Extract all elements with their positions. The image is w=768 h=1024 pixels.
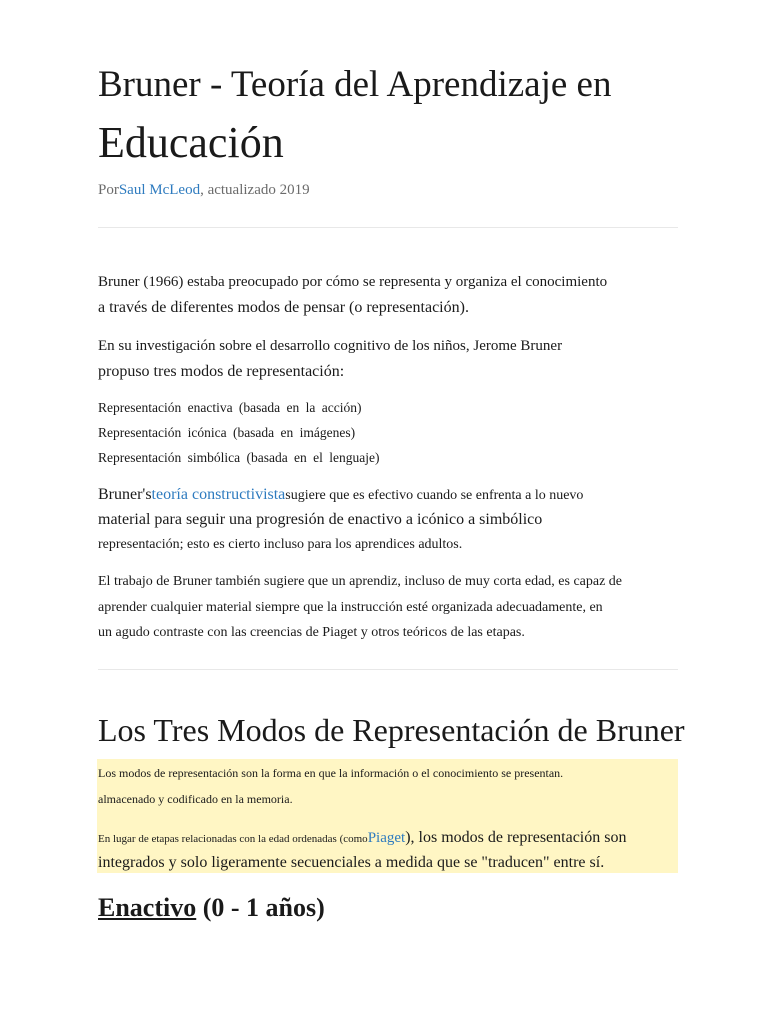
note-line-3-rest: ), los modos de representación son [405, 829, 627, 846]
byline-prefix: Por [98, 182, 119, 198]
byline-date: , actualizado 2019 [200, 182, 310, 198]
intro-paragraph-3-line-2: material para seguir una progresión de enactivo a icónico a simbólico [98, 511, 543, 528]
intro-paragraph-2-line-2: propuso tres modos de representación: [98, 363, 345, 380]
note-line-2: almacenado y codificado en la memoria. [98, 792, 293, 806]
intro-paragraph-2-line-1: En su investigación sobre el desarrollo cognitivo de los niños, Jerome Bruner [98, 338, 563, 354]
divider-top [98, 227, 678, 228]
note-line-3-prefix: En lugar de etapas relacionadas con la edad ordenadas (como [98, 833, 368, 845]
constructivist-theory-link[interactable]: teoría constructivista [151, 486, 286, 503]
intro-paragraph-4-line-2: aprender cualquier material siempre que la instrucción esté organizada adecuadamente, en [98, 600, 603, 615]
enactive-subheading-age: (0 - 1 años) [196, 893, 325, 922]
enactive-subheading [98, 893, 325, 923]
intro-paragraph-4-line-3: un agudo contraste con las creencias de Piaget y otros teóricos de las etapas. [98, 625, 525, 640]
intro-paragraph-3-line-1 [98, 486, 583, 504]
byline [98, 182, 310, 199]
piaget-link[interactable]: Piaget [367, 830, 406, 846]
mode-symbolic: Representación simbólica (basada en el lenguaje) [98, 450, 380, 465]
intro-paragraph-1-line-1: Bruner (1966) estaba preocupado por cómo se representa y organiza el conocimiento [98, 274, 608, 290]
note-line-3 [98, 829, 626, 847]
section-heading: Los Tres Modos de Representación de Bruner [98, 712, 685, 748]
intro-paragraph-1-line-2: a través de diferentes modos de pensar (o representación). [98, 299, 469, 316]
paragraph-3-rest: sugiere que es efectivo cuando se enfrenta a lo nuevo [285, 488, 584, 503]
intro-paragraph-4-line-1: El trabajo de Bruner también sugiere que un aprendiz, incluso de muy corta edad, es capaz de [98, 574, 623, 589]
article-title-line-1: Bruner - Teoría del Aprendizaje en [98, 64, 612, 105]
note-line-4: integrados y solo ligeramente secuenciales a medida que se "traducen" entre sí. [98, 854, 605, 871]
bruners-prefix: Bruner's [98, 486, 152, 503]
mode-enactive: Representación enactiva (basada en la acción) [98, 400, 362, 415]
note-line-1: Los modos de representación son la forma en que la información o el conocimiento se presentan. [98, 766, 564, 780]
intro-paragraph-3-line-3: representación; esto es cierto incluso para los aprendices adultos. [98, 537, 463, 552]
enactive-subheading-underlined: Enactivo [98, 893, 197, 922]
divider-middle [98, 669, 678, 670]
author-link[interactable]: Saul McLeod [118, 182, 201, 198]
mode-iconic: Representación icónica (basada en imágenes) [98, 425, 356, 440]
article-title-line-2: Educación [98, 118, 284, 167]
